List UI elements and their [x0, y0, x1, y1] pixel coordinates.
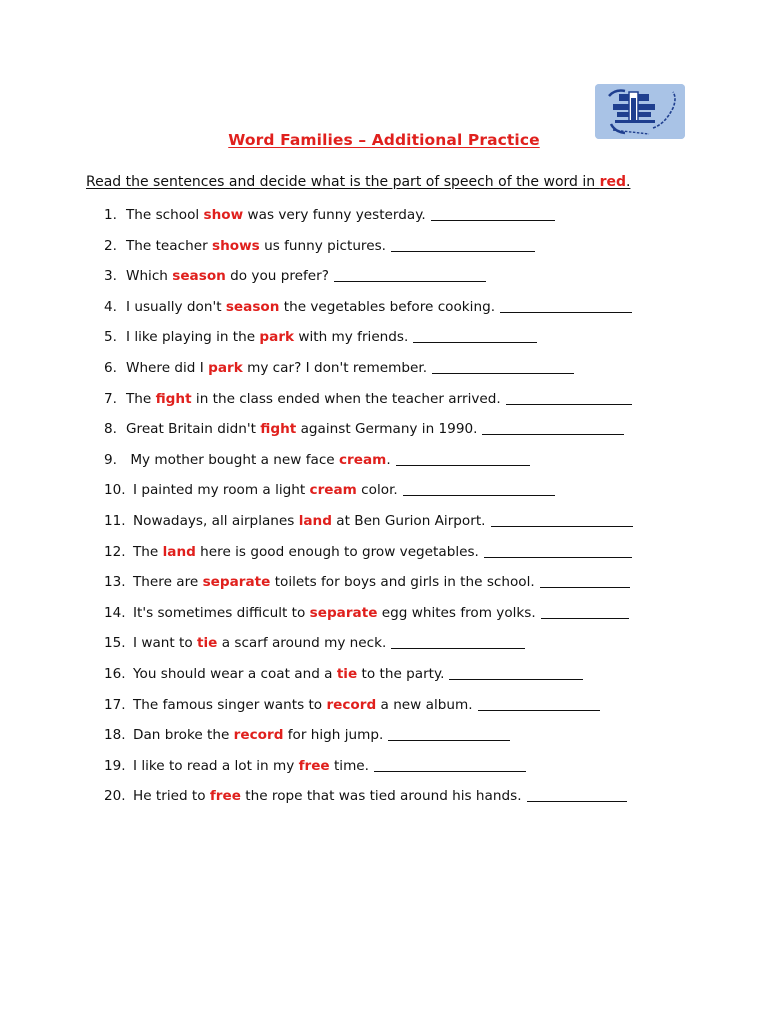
answer-blank[interactable] — [482, 421, 624, 435]
question-number: 14. — [104, 604, 126, 621]
question-text-after: a scarf around my neck. — [217, 635, 387, 652]
question-number: 15. — [104, 635, 126, 652]
question-number: 4. — [104, 298, 117, 315]
question-target-word: land — [162, 543, 196, 560]
question-target-word: tie — [336, 665, 358, 682]
question-number: 3. — [104, 268, 117, 285]
page-title: Word Families – Additional Practice — [228, 131, 540, 149]
question-target-word: park — [259, 329, 295, 346]
question-item — [104, 666, 633, 697]
question-target-word: land — [298, 512, 332, 529]
question-item — [104, 238, 633, 269]
question-text-before: I painted my room a light — [133, 482, 310, 499]
question-number: 16. — [104, 665, 126, 682]
question-item — [104, 788, 633, 819]
question-number: 20. — [104, 788, 126, 805]
question-text-after: the rope that was tied around his hands. — [240, 788, 522, 805]
answer-blank[interactable] — [388, 727, 510, 741]
question-text-before: The teacher — [126, 237, 212, 254]
question-item — [104, 299, 633, 330]
question-target-word: fight — [260, 421, 297, 438]
instructions-text: Read the sentences and decide what is the part of speech of the word in — [86, 174, 600, 190]
question-text-before: I usually don't — [126, 298, 226, 315]
question-text-after: egg whites from yolks. — [377, 604, 536, 621]
question-text-before: You should wear a coat and a — [133, 665, 337, 682]
question-target-word: show — [203, 207, 244, 223]
question-item — [104, 513, 633, 544]
question-item — [104, 360, 633, 391]
answer-blank[interactable] — [403, 482, 555, 496]
question-item — [104, 329, 633, 360]
question-item — [104, 421, 633, 452]
answer-blank[interactable] — [432, 360, 574, 374]
answer-blank[interactable] — [506, 391, 632, 405]
question-target-word: tie — [197, 635, 218, 652]
question-item — [104, 727, 633, 758]
question-item — [104, 544, 633, 575]
question-target-word: season — [225, 298, 280, 315]
answer-blank[interactable] — [527, 788, 627, 802]
question-text-after: time. — [329, 757, 369, 774]
question-item — [104, 635, 633, 666]
question-text-before: My mother bought a new face — [126, 451, 339, 468]
answer-blank[interactable] — [491, 513, 633, 527]
question-target-word: fight — [155, 390, 192, 407]
question-target-word: shows — [212, 237, 260, 254]
answer-blank[interactable] — [334, 268, 486, 282]
question-text-after: for high jump. — [283, 727, 384, 744]
answer-blank[interactable] — [484, 544, 632, 558]
question-list — [104, 207, 633, 819]
question-number: 1. — [104, 207, 117, 223]
answer-blank[interactable] — [541, 605, 629, 619]
question-text-after: here is good enough to grow vegetables. — [195, 543, 479, 560]
question-item — [104, 452, 633, 483]
instructions-highlight: red — [599, 174, 626, 190]
instructions-end: . — [626, 174, 631, 190]
question-text-after: . — [386, 451, 391, 468]
question-item — [104, 207, 633, 238]
question-number: 7. — [104, 390, 117, 407]
question-target-word: season — [172, 268, 226, 285]
question-target-word: separate — [202, 574, 271, 591]
question-text-after: toilets for boys and girls in the school. — [270, 574, 535, 591]
question-target-word: free — [209, 788, 241, 805]
question-text-before: The school — [126, 207, 204, 223]
question-number: 8. — [104, 421, 117, 438]
question-text-after: us funny pictures. — [259, 237, 386, 254]
question-text-before: It's sometimes difficult to — [133, 604, 310, 621]
question-text-after: against Germany in 1990. — [296, 421, 478, 438]
question-text-before: Which — [126, 268, 173, 285]
answer-blank[interactable] — [478, 697, 600, 711]
question-target-word: park — [208, 359, 243, 376]
answer-blank[interactable] — [396, 452, 530, 466]
question-item — [104, 697, 633, 728]
question-number: 10. — [104, 482, 126, 499]
question-number: 12. — [104, 543, 126, 560]
question-number: 5. — [104, 329, 117, 346]
question-text-after: was very funny yesterday. — [243, 207, 426, 223]
question-text-before: Where did I — [126, 359, 209, 376]
question-text-before: The — [133, 543, 163, 560]
question-text-before: The — [126, 390, 156, 407]
answer-blank[interactable] — [413, 329, 537, 343]
question-target-word: separate — [309, 604, 378, 621]
question-text-before: He tried to — [133, 788, 210, 805]
question-text-before: I want to — [133, 635, 198, 652]
question-text-before: Nowadays, all airplanes — [133, 512, 299, 529]
question-text-before: I like to read a lot in my — [133, 757, 299, 774]
question-target-word: record — [326, 696, 377, 713]
question-number: 2. — [104, 237, 117, 254]
question-target-word: cream — [339, 451, 387, 468]
question-item — [104, 758, 633, 789]
question-text-after: the vegetables before cooking. — [279, 298, 496, 315]
instructions — [86, 174, 630, 190]
question-text-after: do you prefer? — [225, 268, 329, 285]
question-text-before: I like playing in the — [126, 329, 260, 346]
question-number: 17. — [104, 696, 126, 713]
answer-blank[interactable] — [540, 574, 630, 588]
question-text-after: my car? I don't remember. — [242, 359, 428, 376]
answer-blank[interactable] — [391, 635, 525, 649]
question-item — [104, 605, 633, 636]
question-number: 9. — [104, 451, 117, 468]
question-number: 13. — [104, 574, 126, 591]
question-text-after: in the class ended when the teacher arrived. — [191, 390, 501, 407]
question-item — [104, 391, 633, 422]
answer-blank[interactable] — [500, 299, 632, 313]
question-text-before: There are — [133, 574, 203, 591]
question-text-after: with my friends. — [294, 329, 409, 346]
question-text-after: color. — [356, 482, 398, 499]
question-number: 18. — [104, 727, 126, 744]
question-target-word: free — [298, 757, 330, 774]
answer-blank[interactable] — [391, 238, 535, 252]
question-number: 19. — [104, 757, 126, 774]
question-target-word: record — [233, 727, 284, 744]
answer-blank[interactable] — [374, 758, 526, 772]
question-text-before: Great Britain didn't — [126, 421, 261, 438]
answer-blank[interactable] — [449, 666, 583, 680]
question-text-before: The famous singer wants to — [133, 696, 327, 713]
question-target-word: cream — [309, 482, 357, 499]
question-number: 6. — [104, 359, 117, 376]
question-text-after: to the party. — [357, 665, 445, 682]
answer-blank[interactable] — [431, 207, 555, 221]
question-text-after: at Ben Gurion Airport. — [331, 512, 486, 529]
question-item — [104, 268, 633, 299]
question-item — [104, 482, 633, 513]
question-number: 11. — [104, 512, 126, 529]
question-text-after: a new album. — [376, 696, 473, 713]
question-text-before: Dan broke the — [133, 727, 234, 744]
question-item — [104, 574, 633, 605]
